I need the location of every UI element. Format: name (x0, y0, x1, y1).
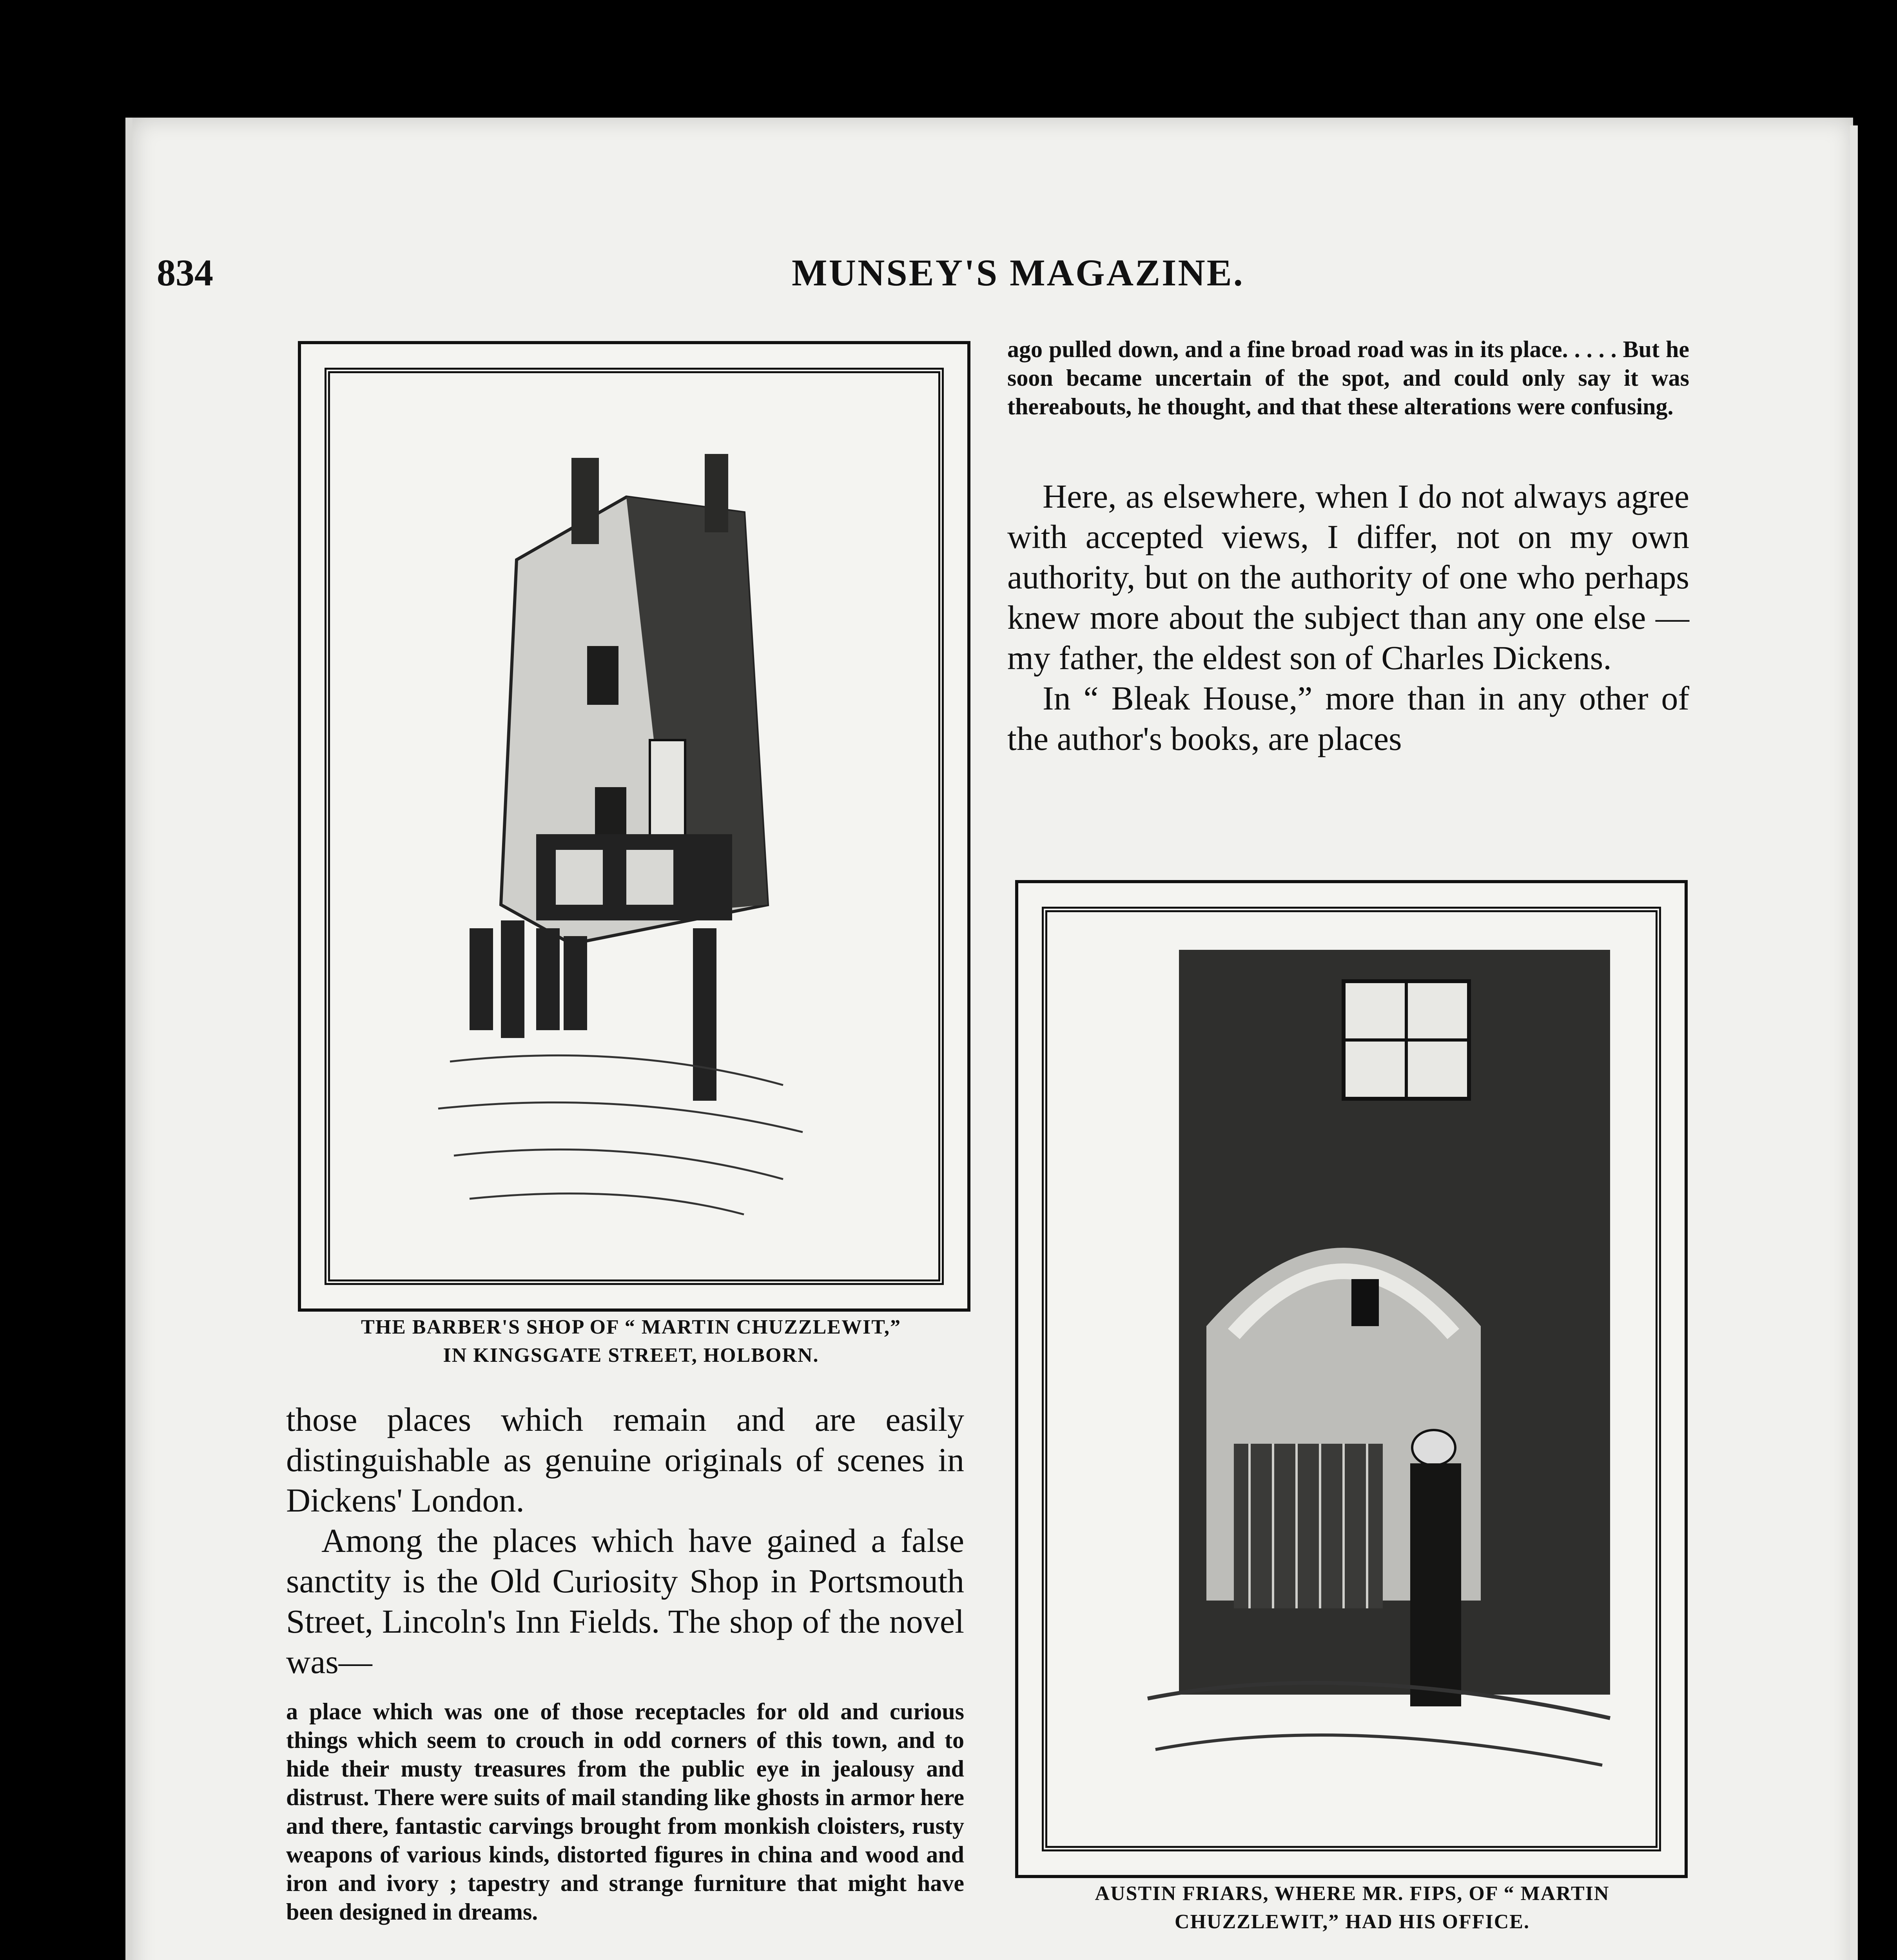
right-figure-caption: AUSTIN FRIARS, WHERE MR. FIPS, OF “ MARTIN CHUZZLEWIT,” HAD HIS OFFICE. (1095, 1882, 1610, 1933)
curiosity-shop-quote: a place which was one of those receptacles for old and curious things which seem to crouch in odd corners of this town, and to hide their musty treasures from the public eye in jealousy and distrust. There were suits of mail standing like ghosts in armor here and there, fantastic carvings brought from monkish cloisters, rusty weapons of various kinds, distorted figures in china and wood and iron and ivory ; tapestry and strange furniture that might have been designed in dreams. (286, 1699, 964, 1925)
left-paragraph-2: Among the places which have gained a false sanctity is the Old Curiosity Shop in Portsmouth Street, Lincoln's Inn Fields. The shop of the novel was— (286, 1522, 964, 1681)
right-paragraphs-top (1007, 476, 1689, 759)
left-paragraph-1: those places which remain and are easily distinguishable as genuine originals of scenes in Dickens' London. (286, 1401, 964, 1519)
right-paragraph-2: In “ Bleak House,” more than in any other of the author's books, are places (1007, 679, 1689, 757)
barber-shop-illustration (298, 341, 970, 1312)
barber-shop-engraving (352, 395, 916, 1258)
left-figure-caption: THE BARBER'S SHOP OF “ MARTIN CHUZZLEWIT,” IN KINGSGATE STREET, HOLBORN. (361, 1316, 901, 1367)
page-number: 834 (157, 252, 213, 294)
left-paragraphs (286, 1399, 964, 1682)
magazine-title: MUNSEY'S MAGAZINE. (792, 252, 1244, 294)
page-gutter (1858, 118, 1897, 1960)
austin-friars-illustration (1015, 880, 1688, 1878)
austin-friars-engraving (1069, 934, 1634, 1824)
right-paragraph-1: Here, as elsewhere, when I do not always agree with accepted views, I differ, not on my own authority, but on the authority of one who perhaps knew more about the subject than any one else —my father, the eldest son of Charles Dickens. (1007, 477, 1689, 677)
page-header (157, 243, 1685, 298)
right-top-quote: ago pulled down, and a fine broad road was in its place. . . . . But he soon became uncertain of the spot, and could only say it was thereabouts, he thought, and that these alterations were confusing. (1007, 336, 1689, 419)
